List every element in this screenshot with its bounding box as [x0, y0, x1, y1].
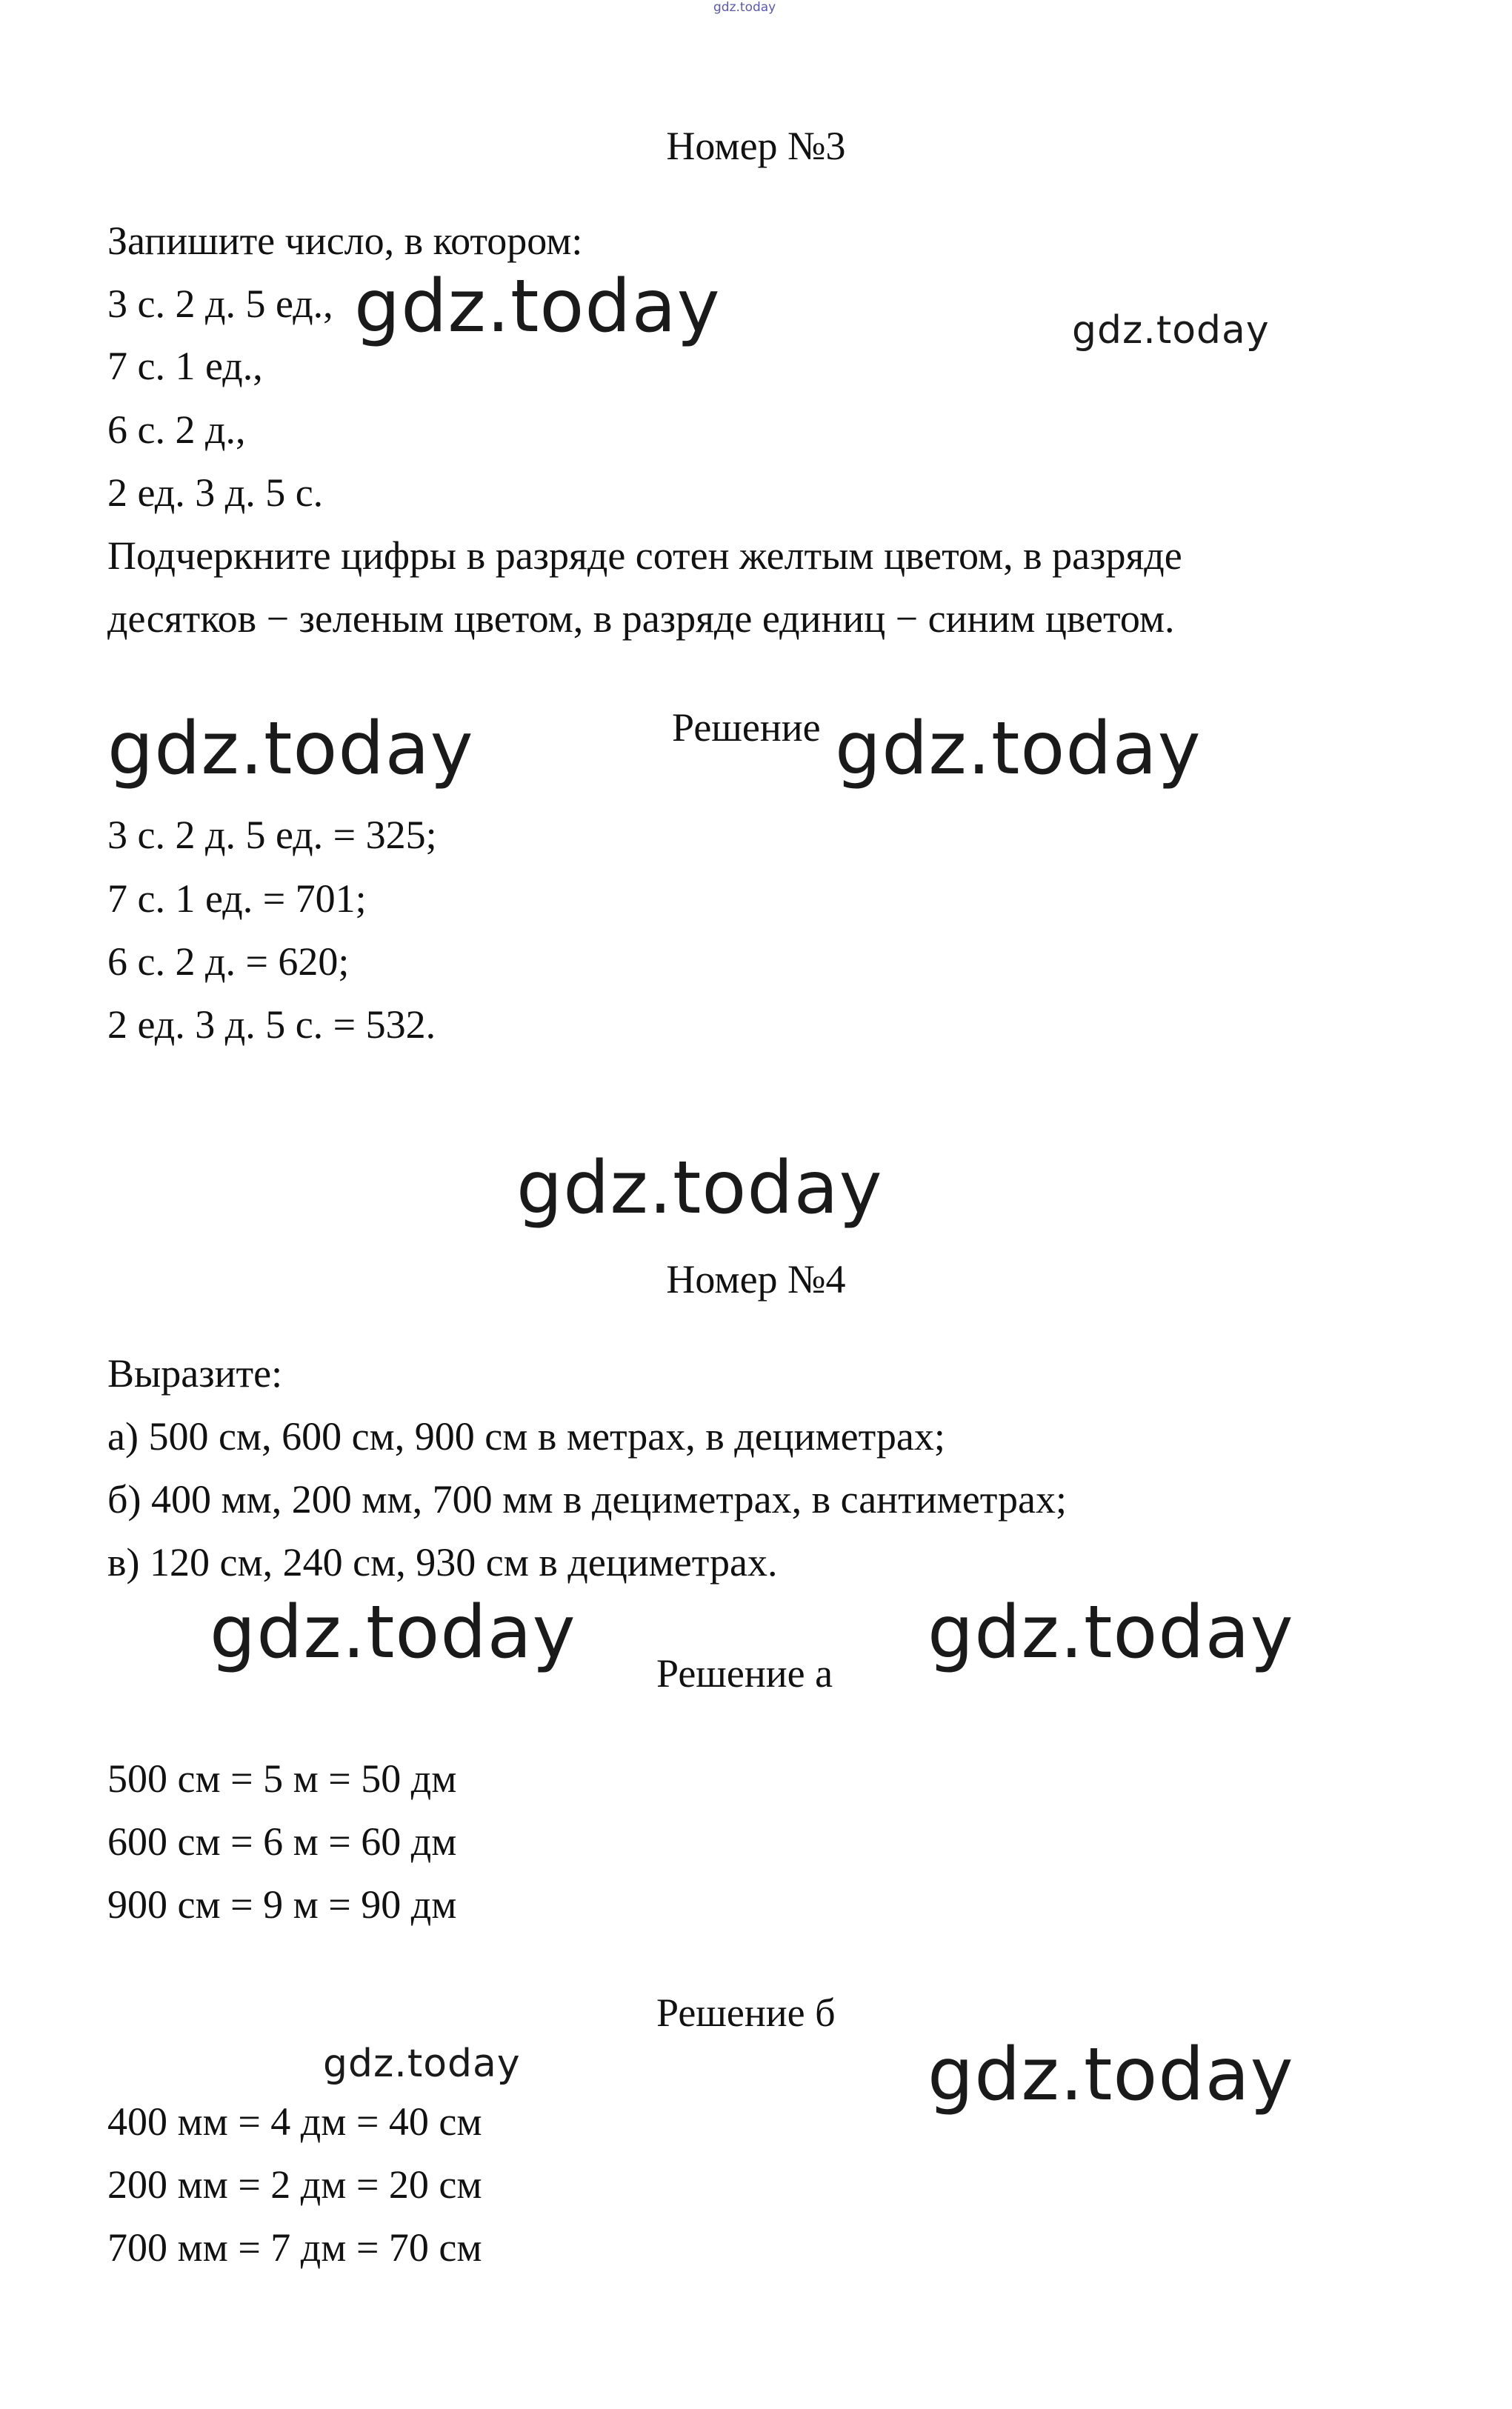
watermark: gdz.today — [107, 707, 474, 791]
task3-prompt-line: 6 с. 2 д., — [107, 407, 246, 452]
task4-solution-b-title: Решение б — [656, 1990, 836, 2035]
task3-solution-line: 2 ед. 3 д. 5 с. = 532. — [107, 1002, 436, 1047]
task4-prompt-line: б) 400 мм, 200 мм, 700 мм в дециметрах, в сантиметрах; — [107, 1477, 1067, 1522]
watermark: gdz.today — [354, 264, 721, 349]
task3-prompt-line: 7 с. 1 ед., — [107, 344, 263, 388]
task4-solution-a-line: 900 см = 9 м = 90 дм — [107, 1882, 457, 1927]
task4-solution-b-line: 700 мм = 7 дм = 70 см — [107, 2225, 482, 2270]
watermark: gdz.today — [323, 2042, 521, 2086]
task4-title: Номер №4 — [666, 1257, 846, 1302]
watermark: gdz.today — [516, 1146, 883, 1230]
watermark: gdz.today — [210, 1590, 576, 1675]
task3-prompt-line: 2 ед. 3 д. 5 с. — [107, 470, 324, 515]
watermark-top: gdz.today — [713, 0, 776, 15]
task3-solution-line: 3 с. 2 д. 5 ед. = 325; — [107, 813, 437, 857]
task4-solution-b-line: 400 мм = 4 дм = 40 см — [107, 2099, 482, 2144]
watermark: gdz.today — [927, 2033, 1294, 2117]
watermark: gdz.today — [927, 1590, 1294, 1675]
task4-solution-b-line: 200 мм = 2 дм = 20 см — [107, 2162, 482, 2207]
task4-prompt-line: а) 500 см, 600 см, 900 см в метрах, в дециметрах; — [107, 1414, 945, 1459]
task3-prompt-line: Подчеркните цифры в разряде сотен желтым цветом, в разряде — [107, 533, 1182, 578]
task3-prompt-line: 3 с. 2 д. 5 ед., — [107, 281, 333, 326]
task4-solution-a-line: 500 см = 5 м = 50 дм — [107, 1756, 457, 1801]
task3-prompt-line: десятков − зеленым цветом, в разряде единиц − синим цветом. — [107, 596, 1175, 641]
watermark: gdz.today — [1072, 308, 1270, 353]
task4-prompt-line: Выразите: — [107, 1351, 283, 1396]
watermark: gdz.today — [835, 707, 1202, 791]
task4-solution-a-title: Решение а — [656, 1651, 833, 1696]
task4-prompt-line: в) 120 см, 240 см, 930 см в дециметрах. — [107, 1540, 778, 1585]
task3-prompt-line: Запишите число, в котором: — [107, 219, 583, 263]
task3-solution-title: Решение — [672, 705, 821, 750]
task3-title: Номер №3 — [666, 124, 846, 168]
task3-solution-line: 7 с. 1 ед. = 701; — [107, 876, 367, 921]
task3-solution-line: 6 с. 2 д. = 620; — [107, 939, 350, 984]
task4-solution-a-line: 600 см = 6 м = 60 дм — [107, 1819, 457, 1864]
